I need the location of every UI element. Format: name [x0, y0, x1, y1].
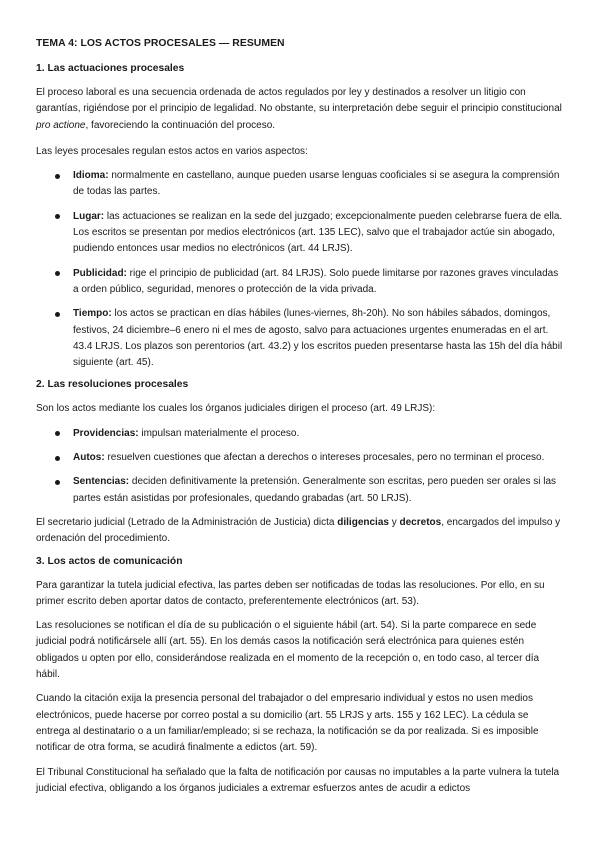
section2-p2-text-a: El secretario judicial (Letrado de la Administración de Justicia) dicta — [36, 516, 338, 528]
document-title: TEMA 4: LOS ACTOS PROCESALES — RESUMEN — [36, 38, 285, 49]
list-item — [36, 450, 564, 466]
bullet-icon — [55, 480, 60, 485]
section1-paragraph-2: Las leyes procesales regulan estos actos en varios aspectos: — [36, 145, 308, 157]
list-item-term: Providencias: — [73, 427, 139, 439]
section2-p2-text-c: , encargados del impulso y ordenación del procedimiento. — [36, 516, 561, 545]
list-item — [36, 266, 564, 299]
list-item — [36, 306, 564, 371]
list-item-text: normalmente en castellano, aunque pueden usarse lenguas cooficiales si se asegura la comprensión de todas las partes. — [73, 170, 560, 198]
bullet-icon — [55, 214, 60, 219]
section1-list — [36, 168, 564, 371]
list-item-term: Sentencias: — [73, 476, 130, 488]
list-item-term: Idioma: — [73, 170, 109, 182]
bullet-icon — [55, 456, 60, 461]
list-item — [36, 426, 564, 442]
section1-p1-emphasis: pro actione — [36, 119, 86, 131]
bullet-icon — [55, 271, 60, 276]
list-item-term: Tiempo: — [73, 308, 112, 320]
section3-heading: 3. Los actos de comunicación — [36, 555, 183, 567]
bullet-icon — [55, 431, 60, 436]
section1-heading: 1. Las actuaciones procesales — [36, 63, 185, 74]
list-item-term: Publicidad: — [73, 267, 127, 279]
list-item-term: Lugar: — [73, 210, 105, 222]
section2-p2-and: y — [388, 516, 400, 528]
list-item-text: las actuaciones se realizan en la sede del juzgado; excepcionalmente pueden celebrarse fuera de ella. Los escritos se presentan por medios electrónicos (art. 135 LEC), salvo que el trabajador actúe sin abogado, pudiendo entonces usar medios no electrónicos (art. 44 LRJS). — [73, 210, 563, 255]
list-item-text: impulsan materialmente el proceso. — [138, 427, 300, 439]
section2-p2-bold-decretos: decretos — [399, 516, 442, 528]
section1-paragraph-1 — [36, 85, 564, 134]
list-item — [36, 474, 564, 507]
list-item-text: los actos se practican en días hábiles (lunes-viernes, 8h-20h). No son hábiles sábados, domingos, festivos, 24 diciembre–6 enero ni el mes de agosto, salvo para actuaciones urgentes enumeradas en el art. 43.4 LRJS. Los plazos son perentorios (art. 43.2) y los escritos pueden presentarse hasta las 15h del día hábil siguiente (art. 45). — [73, 308, 563, 369]
section3-paragraph-3: Cuando la citación exija la presencia personal del trabajador o del empresario individual y estos no usen medios electrónicos, puede hacerse por correo postal a su domicilio (art. 55 LRJS y arts. 155 y 162 LEC). La cédula se entrega al destinatario o a un familiar/empleado; si se rechaza, la notificación se da por realizada. Si es imposible notificar de otra forma, se acudirá finalmente a edictos (art. 59). — [36, 693, 539, 754]
section3-paragraph-4: El Tribunal Constitucional ha señalado que la falta de notificación por causas no imputables a la parte vulnera la tutela judicial efectiva, obligando a los órganos judiciales a extremar esfuerzos antes de acudir a edictos — [36, 766, 560, 794]
list-item — [36, 209, 564, 258]
section3-paragraph-1: Para garantizar la tutela judicial efectiva, las partes deben ser notificadas de todas las resoluciones. Por ello, en su primer escrito deben aportar datos de contacto, preferentemente electrónicos (art. 53). — [36, 579, 545, 607]
bullet-icon — [55, 174, 60, 179]
section2-list — [36, 426, 564, 507]
section1-p1-text-a: El proceso laboral es una secuencia ordenada de actos regulados por ley y destinados a resolver un litigio con garantías, rigiéndose por el principio de legalidad. No obstante, su interpretación debe seguir el principio constitucional — [36, 87, 562, 115]
list-item-text: rige el principio de publicidad (art. 84 LRJS). Solo puede limitarse por razones graves vinculadas a orden público, seguridad, menores o protección de la vida privada. — [73, 267, 559, 295]
section2-paragraph-1: Son los actos mediante los cuales los órganos judiciales dirigen el proceso (art. 49 LRJS): — [36, 403, 436, 415]
section3-paragraph-2: Las resoluciones se notifican el día de su publicación o el siguiente hábil (art. 54). Si la parte comparece en sede judicial podrá notificársele allí (art. 55). En los demás casos la notificación será electrónica para quienes estén obligados u opten por ello, considerándose realizada en el momento de la recepción o, en todo caso, al tercer día hábil. — [36, 620, 540, 681]
section2-heading: 2. Las resoluciones procesales — [36, 379, 189, 391]
list-item-text: deciden definitivamente la pretensión. Generalmente son escritas, pero pueden ser orales si las partes están asistidas por profesionales, quedando grabadas (art. 50 LRJS). — [73, 476, 557, 504]
list-item — [36, 168, 564, 201]
list-item-term: Autos: — [73, 452, 105, 464]
section1-p1-text-b: , favoreciendo la continuación del proceso. — [85, 119, 276, 131]
section2-p2-bold-diligencias: diligencias — [337, 516, 389, 528]
bullet-icon — [55, 312, 60, 317]
section2-paragraph-2 — [36, 515, 564, 548]
list-item-text: resuelven cuestiones que afectan a derechos o intereses procesales, pero no terminan el proceso. — [104, 452, 545, 464]
